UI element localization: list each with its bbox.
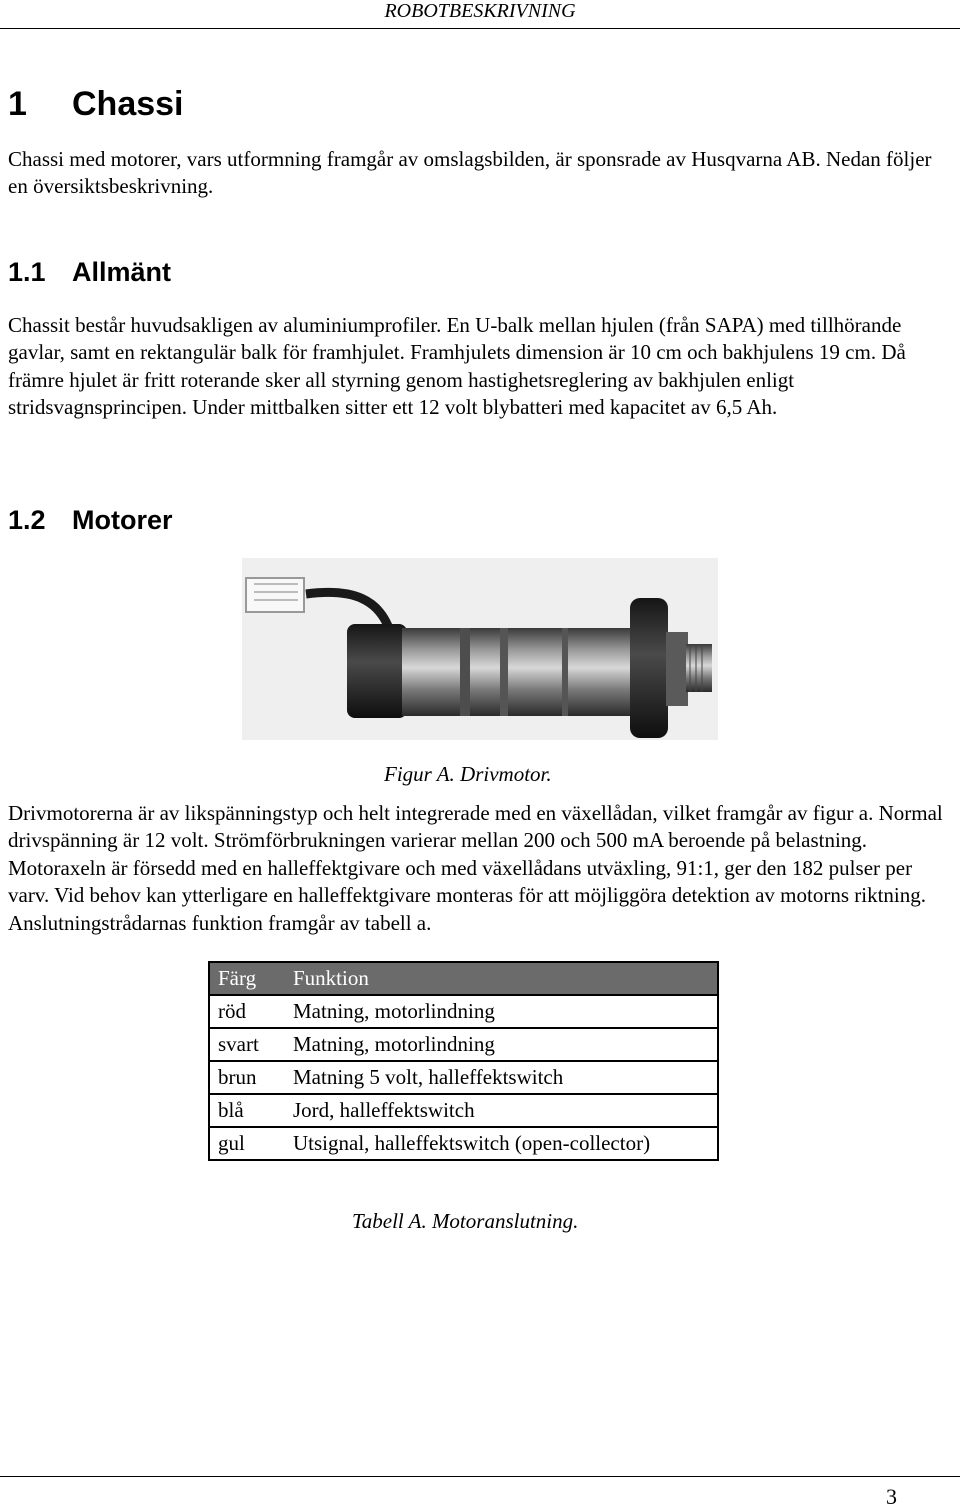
- column-header-function: Funktion: [285, 962, 718, 995]
- table-header-row: [209, 962, 718, 995]
- motor-connection-table: [208, 961, 719, 1161]
- running-header: ROBOTBESKRIVNING: [0, 0, 960, 29]
- chapter-heading: [8, 84, 184, 124]
- table-row: [209, 1061, 718, 1094]
- table-row: [209, 995, 718, 1028]
- section-title: Allmänt: [72, 257, 172, 287]
- cell-color: gul: [209, 1127, 285, 1160]
- cell-function: Matning 5 volt, halleffektswitch: [285, 1061, 718, 1094]
- section-heading-allmant: [8, 256, 171, 288]
- section-number: 1.2: [8, 505, 46, 535]
- cell-function: Jord, halleffektswitch: [285, 1094, 718, 1127]
- page-number: 3: [886, 1484, 897, 1509]
- motorer-paragraph: Drivmotorerna är av likspänningstyp och helt integrerade med en växellådan, vilket framgår av figur a. Normal drivspänning är 12 volt. Strömförbrukningen varierar mellan 200 och 500 mA beroende på belastning. Motoraxeln är försedd med en halleffektgivare och med växellådans utväxling, 91:1, ger den 182 pulser per varv. Vid behov kan ytterligare en halleffektgivare monteras för att möjliggöra detektion av motorns riktning. Anslutningstrådarnas funktion framgår av tabell a.: [8, 801, 943, 935]
- table-row: [209, 1028, 718, 1061]
- section-heading-motorer: [8, 504, 173, 536]
- table-caption: Tabell A. Motoranslutning.: [352, 1209, 579, 1233]
- allmant-paragraph: Chassit består huvudsakligen av aluminiumprofiler. En U-balk mellan hjulen (från SAPA) med tillhörande gavlar, samt en rektangulär balk för framhjulet. Framhjulets dimension är 10 cm och bakhjulens 19 cm. Då främre hjulet är fritt roterande sker all styrning genom hastighetsreglering av bakhjulen enligt stridsvagnsprincipen. Under mittbalken sitter ett 12 volt blybatteri med kapacitet av 6,5 Ah.: [8, 313, 906, 420]
- table-row: [209, 1094, 718, 1127]
- chapter-title: Chassi: [72, 85, 184, 123]
- section-number: 1.1: [8, 257, 46, 287]
- column-header-color: Färg: [209, 962, 285, 995]
- cell-color: röd: [209, 995, 285, 1028]
- section-title: Motorer: [72, 505, 173, 535]
- cell-function: Utsignal, halleffektswitch (open-collector): [285, 1127, 718, 1160]
- cell-color: brun: [209, 1061, 285, 1094]
- cell-function: Matning, motorlindning: [285, 1028, 718, 1061]
- figure-caption: Figur A. Drivmotor.: [384, 762, 552, 786]
- chapter-number: 1: [8, 85, 27, 123]
- cell-color: blå: [209, 1094, 285, 1127]
- footer-divider: [0, 1476, 960, 1477]
- chapter-intro-paragraph: Chassi med motorer, vars utformning framgår av omslagsbilden, är sponsrade av Husqvarna AB. Nedan följer en översiktsbeskrivning.: [8, 147, 932, 199]
- cell-color: svart: [209, 1028, 285, 1061]
- table-row: [209, 1127, 718, 1160]
- drive-motor-photo: [242, 558, 718, 740]
- cell-function: Matning, motorlindning: [285, 995, 718, 1028]
